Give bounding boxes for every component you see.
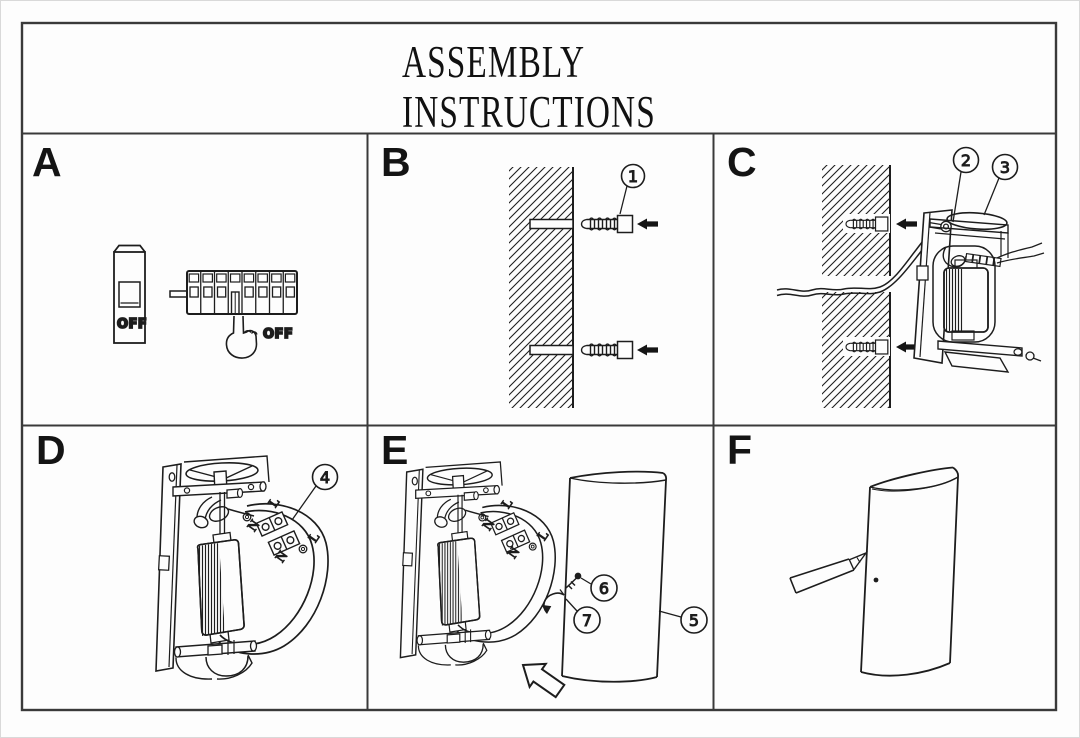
callout-7-number: 7 bbox=[581, 611, 593, 630]
wall-section bbox=[509, 167, 573, 408]
switch-off-text: OFF bbox=[117, 317, 148, 332]
wire-label-n1: N bbox=[245, 517, 264, 535]
screw-hole-dot bbox=[874, 578, 879, 583]
panel-d-label: D bbox=[36, 427, 66, 473]
wire-label-n2: N bbox=[505, 544, 524, 562]
callout-1-number: 1 bbox=[627, 167, 639, 186]
driver-unit bbox=[944, 260, 988, 340]
panel-a-illustration bbox=[114, 246, 297, 359]
wire-label-n2: N bbox=[273, 548, 292, 566]
callout-3 bbox=[984, 155, 1018, 216]
callout-5-number: 5 bbox=[688, 611, 700, 630]
drilled-hole-bottom bbox=[530, 346, 573, 355]
wire-label-l2: L bbox=[306, 529, 324, 546]
callout-1 bbox=[620, 165, 645, 215]
callout-6-number: 6 bbox=[598, 579, 610, 598]
circuit-breaker-panel bbox=[170, 271, 297, 314]
hex-key-7 bbox=[543, 590, 565, 614]
panel-c-label: C bbox=[727, 139, 757, 185]
callout-2 bbox=[953, 148, 979, 223]
wire-label-l1: L bbox=[266, 494, 284, 511]
callout-2-number: 2 bbox=[960, 151, 972, 170]
fixing-tool bbox=[790, 553, 866, 593]
wall-anchor-top bbox=[582, 216, 633, 233]
callout-5 bbox=[659, 607, 707, 633]
callout-4-number: 4 bbox=[319, 468, 331, 487]
panel-a-label: A bbox=[32, 139, 62, 185]
panel-b-illustration bbox=[509, 165, 658, 409]
wire-label-n1: N bbox=[480, 516, 499, 534]
panel-f-label: F bbox=[727, 427, 753, 473]
push-arrow-top bbox=[896, 219, 917, 230]
panel-c-illustration bbox=[777, 148, 1044, 409]
wall-anchor-bottom bbox=[582, 342, 633, 359]
slide-on-direction-arrow bbox=[523, 664, 564, 697]
panel-d-illustration bbox=[156, 456, 338, 679]
panel-e-illustration bbox=[400, 462, 707, 697]
panel-e-label: E bbox=[381, 427, 409, 473]
supply-wires bbox=[997, 243, 1044, 263]
pressing-hand bbox=[226, 316, 257, 358]
mounting-bracket-side-view bbox=[914, 210, 1044, 372]
sheet-title-line2: INSTRUCTIONS bbox=[402, 87, 656, 137]
light-switch bbox=[114, 246, 147, 344]
fixing-screw-6 bbox=[566, 573, 581, 589]
mounting-plate-assembly bbox=[156, 456, 331, 679]
drilled-hole-top bbox=[530, 220, 573, 229]
callout-6 bbox=[581, 575, 617, 601]
wire-label-l1: L bbox=[499, 495, 517, 512]
insert-arrow-bottom bbox=[637, 345, 658, 356]
callout-7 bbox=[566, 599, 600, 633]
sheet-title-line1: ASSEMBLY bbox=[402, 37, 586, 87]
callout-3-number: 3 bbox=[999, 158, 1011, 177]
breaker-off-text: OFF bbox=[263, 327, 294, 342]
mounting-plate-assembly bbox=[400, 462, 555, 665]
assembled-lamp-shade bbox=[861, 468, 958, 676]
wire-label-l2: L bbox=[535, 527, 553, 544]
panel-f-illustration bbox=[790, 468, 958, 676]
panel-b-label: B bbox=[381, 139, 411, 185]
insert-arrow-top bbox=[637, 219, 658, 230]
